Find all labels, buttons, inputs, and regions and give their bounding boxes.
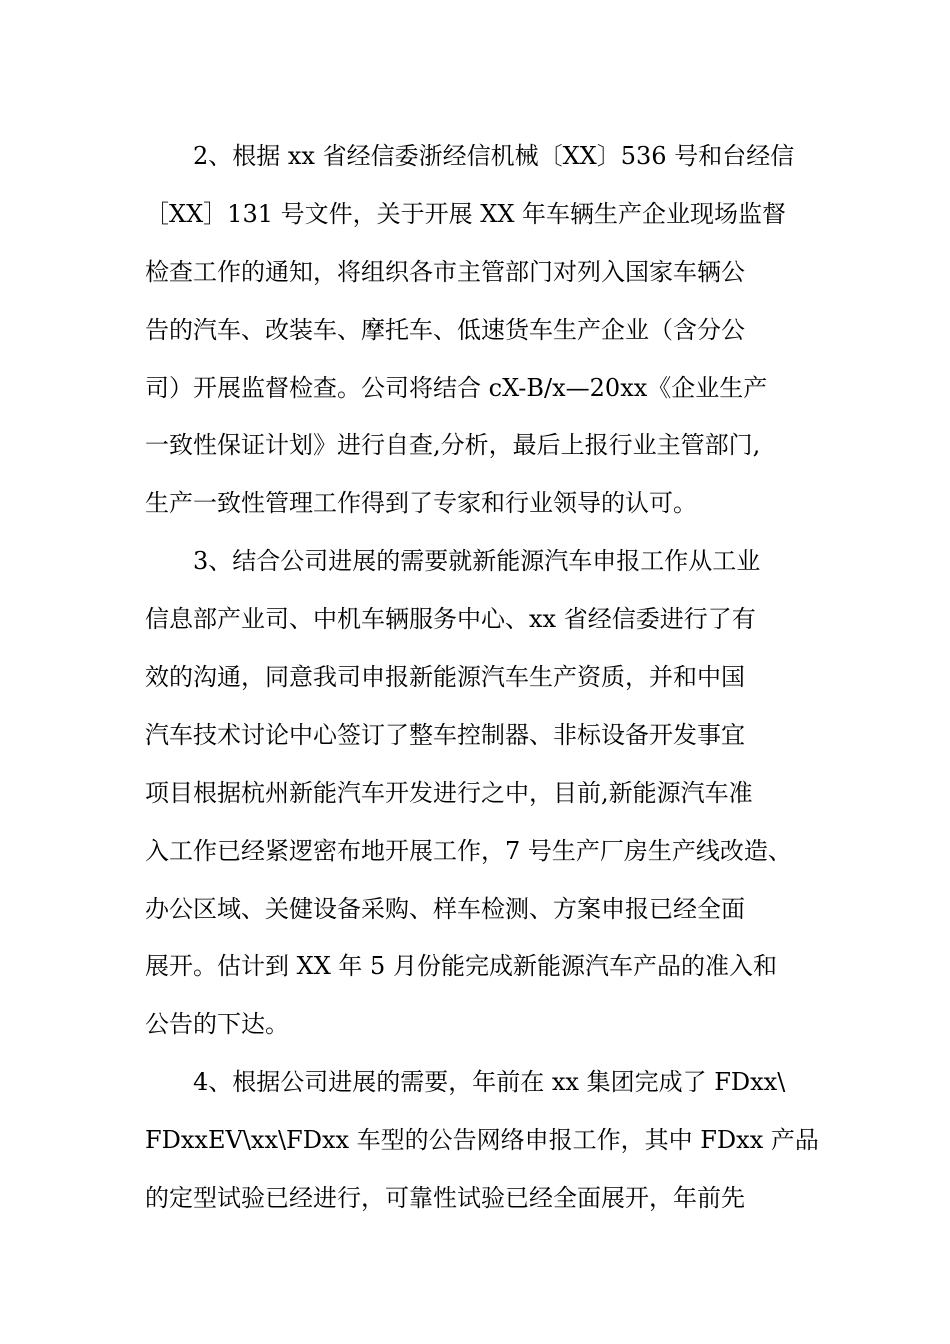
paragraph-2-line-5: 司）开展监督检查。公司将结合 cX-B/x—20xx《企业生产: [145, 373, 768, 402]
paragraph-2-line-4: 告的汽车、改装车、摩托车、低速货车生产企业（含分公: [145, 315, 745, 344]
paragraph-3-line-9: 公告的下达。: [145, 1010, 289, 1039]
paragraph-2-line-7: 生产一致性管理工作得到了专家和行业领导的认可。: [145, 489, 697, 518]
paragraph-3-line-5: 项目根据杭州新能汽车开发进行之中，目前,新能源汽车准: [145, 778, 753, 807]
paragraph-3-line-7: 办公区域、关健设备采购、样车检测、方案申报已经全面: [145, 894, 745, 923]
paragraph-4-line-1: 4、根据公司进展的需要，年前在 xx 集团完成了 FDxx\: [193, 1068, 786, 1097]
paragraph-2-line-1: 2、根据 xx 省经信委浙经信机械〔XX〕536 号和台经信: [193, 142, 795, 170]
paragraph-3-line-4: 汽车技术讨论中心签订了整车控制器、非标设备开发事宜: [145, 720, 745, 749]
paragraph-3-line-1: 3、结合公司进展的需要就新能源汽车申报工作从工业: [193, 547, 761, 576]
paragraph-4-line-2: FDxxEV\xx\FDxx 车型的公告网络申报工作，其中 FDxx 产品: [145, 1126, 819, 1155]
paragraph-3-line-3: 效的沟通，同意我司申报新能源汽车生产资质，并和中国: [145, 663, 745, 692]
paragraph-3-line-8: 展开。估计到 XX 年 5 月份能完成新能源汽车产品的准入和: [145, 952, 777, 981]
paragraph-2-line-3: 检查工作的通知，将组织各市主管部门对列入国家车辆公: [145, 257, 745, 286]
paragraph-2-line-2: ［XX］131 号文件，关于开展 XX 年车辆生产企业现场监督: [145, 199, 787, 228]
paragraph-3-line-6: 入工作已经紧逻密布地开展工作，7 号生产厂房生产线改造、: [145, 836, 792, 865]
paragraph-4-line-3: 的定型试验已经进行，可靠性试验已经全面展开，年前先: [145, 1184, 745, 1213]
paragraph-3-line-2: 信息部产业司、中机车辆服务中心、xx 省经信委进行了有: [145, 605, 756, 634]
body-text: [145, 128, 825, 1228]
paragraph-2-line-6: 一致性保证计划》进行自查,分析，最后上报行业主管部门,: [145, 431, 761, 460]
